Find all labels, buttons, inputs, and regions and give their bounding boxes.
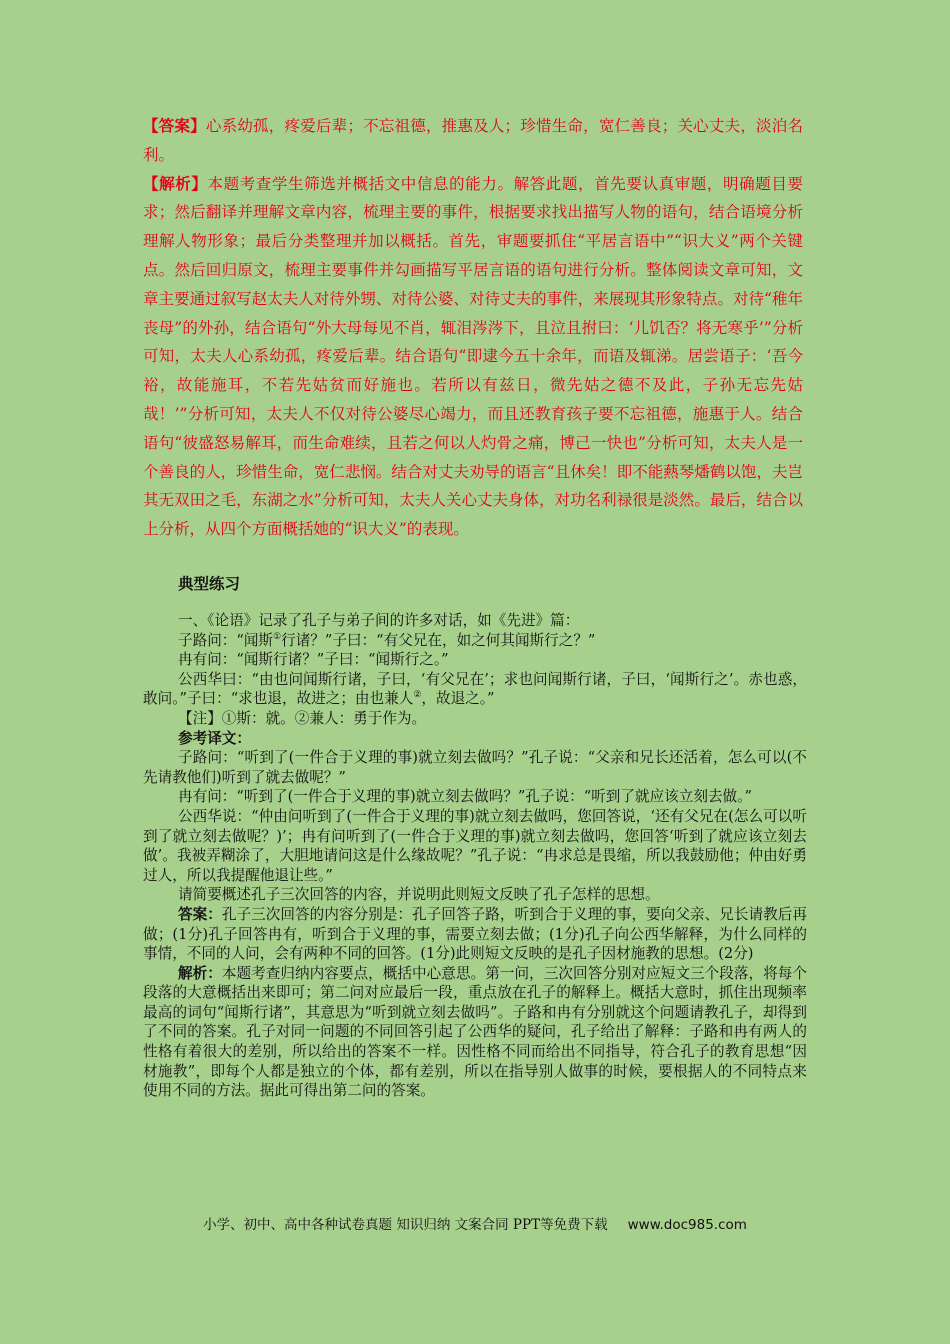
dialogue-line-2: 冉有问：“闻斯行诸？”子曰：“闻斯行之。” — [178, 651, 449, 669]
answer-label: 【答案】 — [143, 116, 206, 135]
dialogue-line-3-b: ，故退之。” — [421, 690, 495, 708]
dialogue-line-3 — [143, 670, 807, 709]
practice-analysis-text: 本题考查归纳内容要点，概括中心意思。第一问，三次回答分别对应短文三个段落，将每个段落的大意概括出来即可；第二问对应最后一段，重点放在孔子的解释上。概括大意时，抓住出现频率最高的词句“闻斯行诸”，其意思为“听到就立刻去做吗”。子路和冉有分别就这个问题请教孔子，却得到了不同的答案。孔子对同一问题的不同回答引起了公西华的疑问，孔子给出了解释：子路和冉有两人的性格有着很大的差别，所以给出的答案不一样。因性格不同而给出不同指导，符合孔子的教育思想“因材施教”，即每个人都是独立的个体，都有差别，所以在指导别人做事的时候，要根据人的不同特点来使用不同的方法。据此可得出第二问的答案。 — [143, 964, 807, 1100]
dialogue-line-1-a: 子路问：“闻斯 — [178, 631, 274, 649]
footer-text: 小学、初中、高中各种试卷真题 知识归纳 文案合同 PPT等免费下载 — [203, 1217, 608, 1233]
practice-block — [143, 611, 807, 1101]
note-line: 【注】①斯：就。②兼人：勇于作为。 — [178, 709, 427, 727]
practice-answer-label: 答案： — [178, 905, 222, 923]
answer-paragraph — [143, 112, 803, 170]
dialogue-line-3-a: 公西华曰：“由也问闻斯行诸，子曰，‘有父兄在’；求也问闻斯行诸，子曰，‘闻斯行之’。赤也惑，敢问。”子曰：“求也退，故进之；由也兼人 — [143, 670, 807, 708]
practice-intro: 一、《论语》记录了孔子与弟子间的许多对话，如《先进》篇： — [178, 612, 580, 629]
section-heading: 典型练习 — [178, 575, 241, 593]
answer-analysis-block — [143, 112, 803, 544]
reference-translation-label: 参考译文： — [178, 729, 251, 747]
analysis-text: 本题考查学生筛选并概括文中信息的能力。解答此题，首先要认真审题，明确题目要求；然后翻译并理解文章内容，梳理主要的事件，根据要求找出描写人物的语句，结合语境分析理解人物形象；最后分类整理并加以概括。首先，审题要抓住“平居言语中”“识大义”两个关键点。然后回归原文，梳理主要事件并勾画描写平居言语的语句进行分析。整体阅读文章可知，文章主要通过叙写赵太夫人对待外甥、对待公婆、对待丈夫的事件，来展现其形象特点。对待“稚年丧母”的外孙，结合语句“外大母每见不肖，辄泪涔涔下，且泣且拊曰：‘儿饥否？将无寒乎’”分析可知，太夫人心系幼孤，疼爱后辈。结合语句“即逮今五十余年，而语及辄涕。居尝语子：‘吾今裕，故能施耳，不若先姑贫而好施也。若所以有兹日，微先姑之德不及此，子孙无忘先姑哉！’”分析可知，太夫人不仅对待公婆尽心竭力，而且还教育孩子要不忘祖德，施惠于人。结合语句“彼盛怒易解耳，而生命难续，且若之何以人灼骨之痛，博己一快也”分析可知，太夫人是一个善良的人，珍惜生命，宽仁悲悯。结合对丈夫劝导的语言“且休矣！即不能爇琴燔鹤以饱，夫岂其无双田之毛，东湖之水”分析可知，太夫人关心丈夫身体，对功名利禄很是淡然。最后，结合以上分析，从四个方面概括她的“识大义”的表现。 — [143, 174, 803, 539]
practice-analysis-label: 解析： — [178, 964, 222, 982]
question-line: 请简要概述孔子三次回答的内容，并说明此则短文反映了孔子怎样的思想。 — [178, 886, 660, 904]
analysis-label: 【解析】 — [143, 173, 208, 193]
translation-2: 冉有问：“听到了(一件合于义理的事)就立刻去做吗？”孔子说：“听到了就应该立刻去做。” — [178, 788, 752, 806]
analysis-paragraph — [143, 170, 803, 544]
dialogue-line-1-b: 行诸？”子曰：“有父兄在，如之何其闻斯行之？” — [281, 631, 596, 649]
translation-3: 公西华说：“仲由问听到了(一件合于义理的事)就立刻去做吗，您回答说，‘还有父兄在(怎么可以听到了就立刻去做呢？)’；冉有问听到了(一件合于义理的事)就立刻去做吗，您回答‘听到了就应该立刻去做’。我被弄糊涂了，大胆地请问这是什么缘故呢？”孔子说：“冉求总是畏缩，所以我鼓励他；仲由好勇过人，所以我提醒他退让些。” — [143, 807, 807, 884]
dialogue-line-1 — [143, 631, 807, 651]
translation-1: 子路问：“听到了(一件合于义理的事)就立刻去做吗？”孔子说：“父亲和兄长还活着，怎么可以(不先请教他们)听到了就去做呢？” — [143, 749, 807, 786]
answer-text: 心系幼孤，疼爱后辈；不忘祖德，推惠及人；珍惜生命，宽仁善良；关心丈夫，淡泊名利。 — [143, 117, 803, 164]
practice-answer-text: 孔子三次回答的内容分别是：孔子回答子路，听到合于义理的事，要向父亲、兄长请教后再做；(1分)孔子回答冉有，听到合于义理的事，需要立刻去做；(1分)孔子向公西华解释，为什么同样的事情，不同的人问，会有两种不同的回答。(1分)此则短文反映的是孔子因材施教的思想。(2分) — [143, 905, 807, 963]
practice-analysis — [143, 964, 807, 1101]
practice-answer — [143, 905, 807, 964]
footnote-marker-2: ② — [413, 690, 422, 701]
footnote-marker-1: ① — [273, 631, 282, 642]
page-footer — [0, 1213, 950, 1233]
footer-url[interactable]: www.doc985.com — [627, 1217, 747, 1233]
